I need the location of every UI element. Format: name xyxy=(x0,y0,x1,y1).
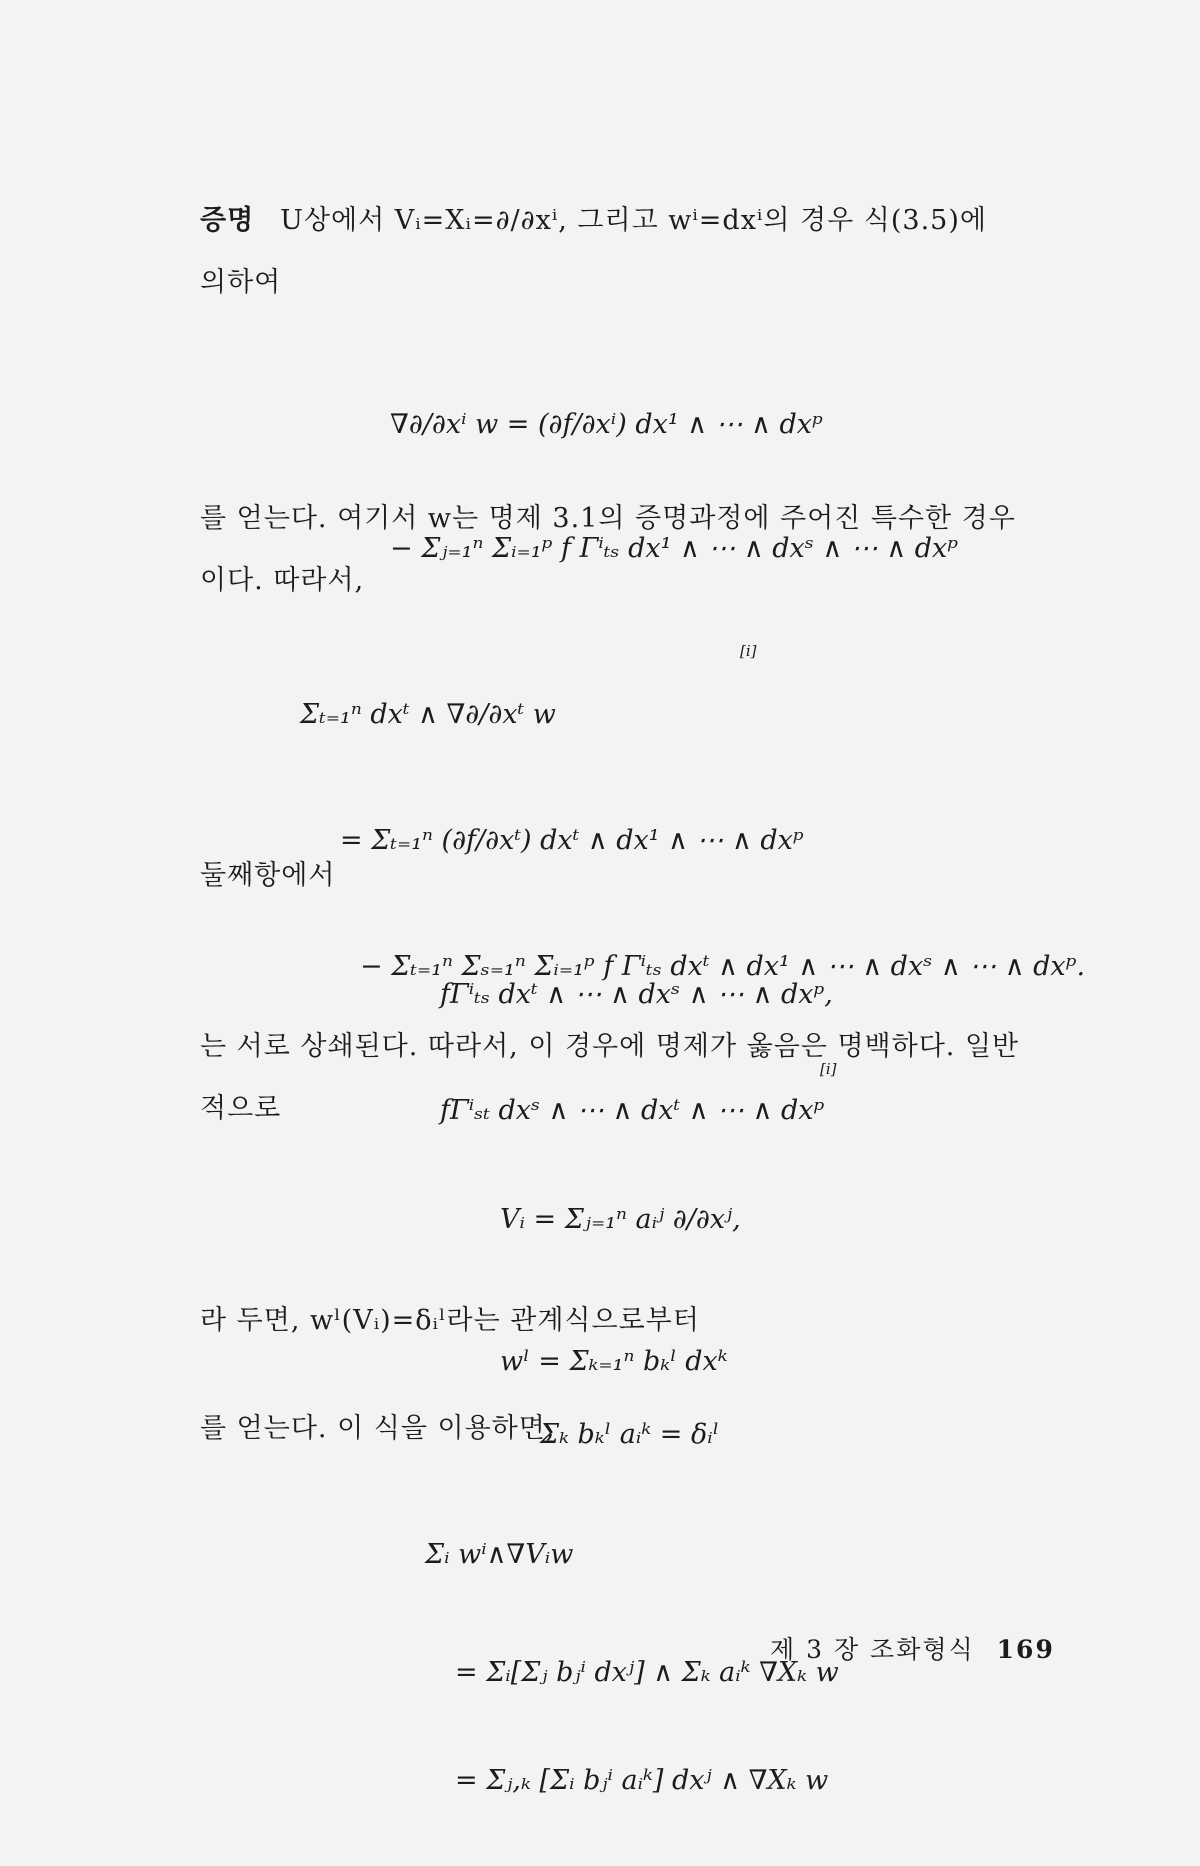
equation-2-line-3: − Σₜ₌₁ⁿ Σₛ₌₁ⁿ Σᵢ₌₁ᵖ f Γⁱₜₛ dxᵗ ∧ dx¹ ∧ ⋯ ∧ dxˢ ∧ ⋯ ∧ dxᵖ. xyxy=(360,951,1086,982)
paragraph-6 xyxy=(200,1398,1060,1460)
equation-5-line-1: Σₖ bₖˡ aᵢᵏ = δᵢˡ xyxy=(540,1419,720,1450)
paragraph-3 xyxy=(200,845,1060,907)
proof-text-line-2: 의하여 xyxy=(200,267,282,298)
page-number: 169 xyxy=(996,1635,1055,1664)
equation-4-line-1: Vᵢ = Σⱼ₌₁ⁿ aᵢʲ ∂/∂xʲ, xyxy=(500,1204,741,1235)
paragraph-4 xyxy=(200,1016,1060,1140)
equation-3-line-2: fΓⁱₛₜ dxˢ ∧ ⋯ ∧ dxᵗ ∧ ⋯ ∧ dxᵖ xyxy=(440,1095,825,1126)
equation-2-line-1: Σₜ₌₁ⁿ dxᵗ ∧ ∇∂/∂xᵗ w xyxy=(300,699,556,730)
equation-1-line-1: ∇∂/∂xⁱ w = (∂f/∂xⁱ) dx¹ ∧ ⋯ ∧ dxᵖ xyxy=(390,409,823,440)
equation-2-line-2: = Σₜ₌₁ⁿ (∂f/∂xᵗ) dxᵗ ∧ dx¹ ∧ ⋯ ∧ dxᵖ xyxy=(340,825,804,856)
paragraph-2-line-2: 이다. 따라서, xyxy=(200,565,365,596)
equation-6-line-1: Σᵢ wⁱ∧∇Vᵢw xyxy=(425,1539,574,1570)
paragraph-5-line-1: 라 두면, wˡ(Vᵢ)=δᵢˡ라는 관계식으로부터 xyxy=(200,1305,700,1336)
proof-label: 증명 xyxy=(200,205,255,236)
paragraph-4-line-1: 는 서로 상쇄된다. 따라서, 이 경우에 명제가 옳음은 명백하다. 일반 xyxy=(200,1031,1020,1062)
equation-6-line-2: = Σᵢ[Σⱼ bⱼⁱ dxʲ] ∧ Σₖ aᵢᵏ ∇Xₖ w xyxy=(455,1657,839,1688)
proof-paragraph xyxy=(200,190,1060,314)
equation-6-line-3: = Σⱼ,ₖ [Σᵢ bⱼⁱ aᵢᵏ] dxʲ ∧ ∇Xₖ w xyxy=(455,1765,829,1796)
equation-1-line-2: − Σⱼ₌₁ⁿ Σᵢ₌₁ᵖ f Γⁱₜₛ dx¹ ∧ ⋯ ∧ dxˢ ∧ ⋯ ∧ dxᵖ xyxy=(390,533,959,564)
paragraph-2 xyxy=(200,488,1060,612)
paragraph-6-line-1: 를 얻는다. 이 식을 이용하면, xyxy=(200,1413,556,1444)
equation-2-bracket: [i] xyxy=(820,1060,837,1078)
chapter-title: 제 3 장 조화형식 xyxy=(770,1635,975,1664)
paragraph-3-line-1: 둘째항에서 xyxy=(200,860,336,891)
paragraph-5 xyxy=(200,1290,1060,1352)
page-footer xyxy=(770,1630,1055,1666)
equation-4-line-2: wˡ = Σₖ₌₁ⁿ bₖˡ dxᵏ xyxy=(500,1346,728,1377)
proof-text-line-1: U상에서 Vᵢ=Xᵢ=∂/∂xⁱ, 그리고 wⁱ=dxⁱ의 경우 식(3.5)에 xyxy=(280,205,987,236)
equation-3-line-1: fΓⁱₜₛ dxᵗ ∧ ⋯ ∧ dxˢ ∧ ⋯ ∧ dxᵖ, xyxy=(440,979,833,1010)
paragraph-2-line-1: 를 얻는다. 여기서 w는 명제 3.1의 증명과정에 주어진 특수한 경우 xyxy=(200,503,1016,534)
paragraph-4-line-2: 적으로 xyxy=(200,1093,282,1124)
equation-1-bracket: [i] xyxy=(740,642,757,660)
equation-block-6 xyxy=(425,1470,839,1866)
